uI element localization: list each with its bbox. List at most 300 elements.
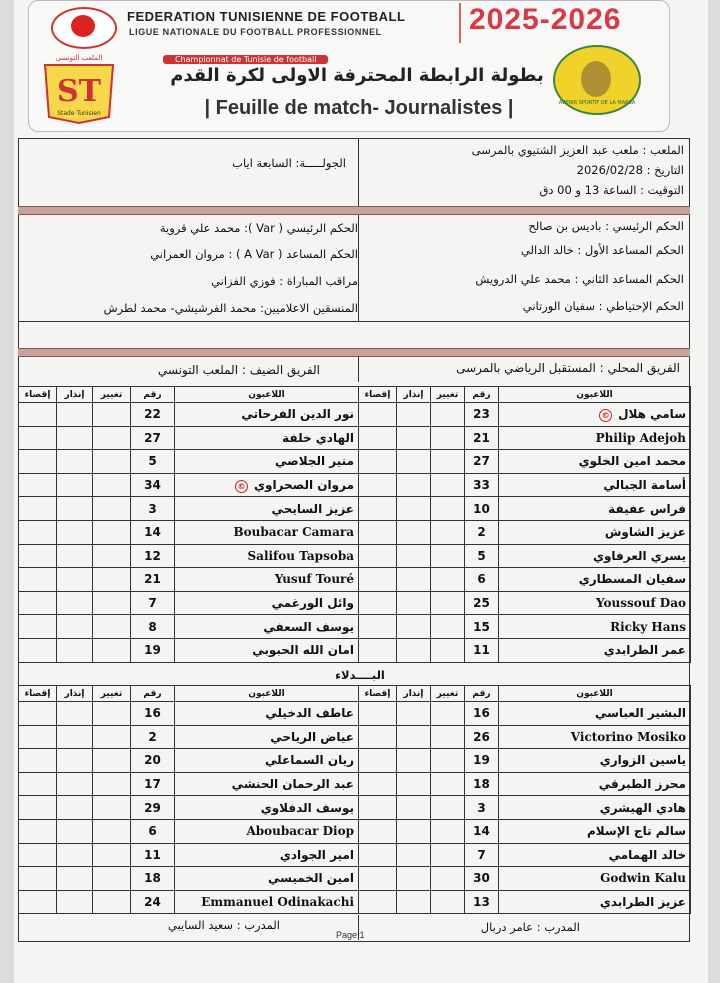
expulsion-cell [19, 497, 57, 521]
player-name [175, 544, 359, 568]
player-row [359, 497, 691, 521]
player-name-text: سفيان المسطاري [578, 572, 686, 587]
warning-cell [57, 867, 93, 891]
col-expulsion: إقصاء [19, 387, 57, 403]
player-number: 33 [465, 473, 499, 497]
expulsion-cell [19, 568, 57, 592]
player-name [175, 403, 359, 427]
change-cell [431, 702, 465, 726]
player-row [359, 426, 691, 450]
expulsion-cell [359, 591, 397, 615]
player-name-text: امين الخميسي [268, 871, 354, 886]
player-number: 24 [131, 890, 175, 914]
player-number: 2 [131, 725, 175, 749]
ftf-logo [51, 7, 117, 49]
col-change: تغيير [431, 686, 465, 702]
expulsion-cell [19, 843, 57, 867]
expulsion-cell [359, 725, 397, 749]
col-change: تغيير [93, 387, 131, 403]
col-players: اللاعبون [175, 686, 359, 702]
player-name-text: يسري العرفاوي [592, 548, 686, 563]
referee: الحكم الرئيسي : باديس بن صالح [528, 219, 684, 233]
player-row [19, 473, 359, 497]
player-number: 34 [131, 473, 175, 497]
player-name [499, 843, 691, 867]
player-name-text: Yusuf Touré [274, 572, 354, 587]
player-row [359, 725, 691, 749]
player-number: 16 [131, 702, 175, 726]
player-number: 11 [131, 843, 175, 867]
player-name [499, 819, 691, 843]
warning-cell [397, 568, 431, 592]
player-name-text: Youssouf Dao [595, 596, 686, 611]
player-number: 21 [131, 568, 175, 592]
expulsion-cell [19, 749, 57, 773]
player-row [19, 725, 359, 749]
expulsion-cell [359, 867, 397, 891]
expulsion-cell [19, 796, 57, 820]
expulsion-cell [359, 615, 397, 639]
warning-cell [57, 497, 93, 521]
warning-cell [397, 426, 431, 450]
player-name-text: وائل الورغمي [271, 596, 354, 611]
player-name-text: عزيز الشاوش [604, 525, 686, 540]
federation-name: FEDERATION TUNISIENNE DE FOOTBALL [127, 9, 406, 24]
player-name-text: ياسين الزواري [599, 753, 686, 768]
player-name [499, 591, 691, 615]
player-number: 20 [131, 749, 175, 773]
avar-referee: الحكم المساعد ( A Var ) : مروان العمراني [150, 247, 358, 261]
expulsion-cell [359, 497, 397, 521]
warning-cell [57, 591, 93, 615]
player-row [19, 426, 359, 450]
player-name [499, 702, 691, 726]
player-name-text: خالد الهمامي [608, 847, 686, 862]
player-name [499, 725, 691, 749]
player-number: 30 [465, 867, 499, 891]
info-divider [358, 139, 359, 206]
player-name [499, 867, 691, 891]
player-number: 29 [131, 796, 175, 820]
warning-cell [57, 568, 93, 592]
player-row [19, 702, 359, 726]
player-number: 5 [465, 544, 499, 568]
player-name-text: الهادي خلفة [282, 430, 354, 445]
warning-cell [397, 890, 431, 914]
player-name-text: عزيز الطرابدي [599, 895, 686, 910]
away-team-title: الفريق الضيف : الملعب التونسي [157, 363, 320, 377]
expulsion-cell [359, 426, 397, 450]
change-cell [431, 638, 465, 662]
warning-cell [57, 819, 93, 843]
player-row [359, 796, 691, 820]
expulsion-cell [359, 568, 397, 592]
assistant-referee-1: الحكم المساعد الأول : خالد الدالي [520, 243, 684, 257]
player-name-text: أسامة الجبالي [603, 478, 686, 493]
player-name [175, 819, 359, 843]
svg-text:ST: ST [57, 74, 101, 109]
player-name [499, 749, 691, 773]
player-name-text: عمر الطرابدي [603, 643, 686, 658]
expulsion-cell [19, 544, 57, 568]
player-number: 18 [465, 772, 499, 796]
warning-cell [397, 796, 431, 820]
warning-cell [57, 843, 93, 867]
expulsion-cell [19, 615, 57, 639]
change-cell [431, 450, 465, 474]
warning-cell [397, 520, 431, 544]
player-name-text: عبد الرحمان الحنشي [231, 777, 354, 792]
player-number: 3 [131, 497, 175, 521]
expulsion-cell [359, 772, 397, 796]
warning-cell [57, 702, 93, 726]
separator [18, 206, 690, 215]
player-name-text: سالم تاج الإسلام [587, 824, 686, 839]
round: الجولـــــة: السابعة اياب [232, 156, 346, 170]
player-name [175, 725, 359, 749]
league-name: LIGUE NATIONALE DU FOOTBALL PROFESSIONNEL [129, 27, 382, 37]
player-row [359, 473, 691, 497]
expulsion-cell [19, 702, 57, 726]
player-number: 7 [465, 843, 499, 867]
officials-divider [358, 215, 359, 321]
col-warning: إنذار [397, 686, 431, 702]
player-row [359, 403, 691, 427]
player-row [19, 615, 359, 639]
change-cell [431, 403, 465, 427]
col-number: رقم [465, 387, 499, 403]
warning-cell [397, 615, 431, 639]
warning-cell [57, 544, 93, 568]
change-cell [93, 403, 131, 427]
expulsion-cell [19, 520, 57, 544]
captain-icon: © [599, 409, 612, 422]
page-number: Page 1 [336, 930, 365, 940]
player-name-text: Ricky Hans [610, 619, 686, 634]
player-number: 14 [465, 819, 499, 843]
change-cell [431, 568, 465, 592]
player-row [359, 615, 691, 639]
season-divider [459, 3, 461, 43]
warning-cell [57, 890, 93, 914]
change-cell [93, 520, 131, 544]
home-subs-table [358, 685, 691, 914]
reserve-referee: الحكم الإحتياطي : سفيان الورتاني [522, 299, 684, 313]
player-row [359, 568, 691, 592]
warning-cell [397, 867, 431, 891]
player-row [19, 843, 359, 867]
expulsion-cell [359, 638, 397, 662]
expulsion-cell [359, 819, 397, 843]
player-name-text: محمد امين الخلوي [578, 454, 686, 469]
player-number: 7 [131, 591, 175, 615]
change-cell [93, 638, 131, 662]
match-observer: مراقب المباراة : فوزي الفزاني [211, 274, 358, 288]
player-name [175, 450, 359, 474]
player-name-text: منير الجلاصي [275, 454, 354, 469]
player-number: 10 [465, 497, 499, 521]
media-coordinators: المنسقين الاعلاميين: محمد الفرشيشي- محمد لطرش [103, 301, 358, 315]
player-name-text: يوسف الدفلاوي [260, 800, 354, 815]
col-players: اللاعبون [499, 387, 691, 403]
warning-cell [57, 638, 93, 662]
player-name [175, 867, 359, 891]
player-name [175, 520, 359, 544]
player-name [175, 702, 359, 726]
expulsion-cell [359, 450, 397, 474]
warning-cell [397, 772, 431, 796]
player-name [499, 520, 691, 544]
player-row [19, 796, 359, 820]
player-name-text: Salifou Tapsoba [247, 548, 354, 563]
warning-cell [57, 403, 93, 427]
player-row [19, 867, 359, 891]
player-number: 27 [465, 450, 499, 474]
col-warning: إنذار [397, 387, 431, 403]
player-number: 18 [131, 867, 175, 891]
player-number: 27 [131, 426, 175, 450]
player-name [175, 890, 359, 914]
player-name-text: مروان الصحراوي [253, 477, 354, 492]
warning-cell [57, 615, 93, 639]
stade-tunisien-logo-arabic: الملعب التونسي [55, 54, 103, 62]
change-cell [93, 890, 131, 914]
change-cell [431, 520, 465, 544]
home-coach: المدرب : عامر دربال [480, 920, 580, 934]
expulsion-cell [359, 796, 397, 820]
player-number: 12 [131, 544, 175, 568]
expulsion-cell [19, 591, 57, 615]
championship-subtitle: Championnat de Tunisie de football [163, 55, 328, 64]
player-name-text: عياض الرياحي [270, 729, 354, 744]
player-row [359, 843, 691, 867]
player-number: 22 [131, 403, 175, 427]
player-row [359, 638, 691, 662]
player-name [499, 473, 691, 497]
player-row [19, 819, 359, 843]
change-cell [431, 772, 465, 796]
col-players: اللاعبون [175, 387, 359, 403]
change-cell [431, 725, 465, 749]
away-subs-table [18, 685, 359, 914]
change-cell [93, 591, 131, 615]
warning-cell [397, 843, 431, 867]
player-name [499, 403, 691, 427]
player-name-text: Boubacar Camara [233, 525, 354, 540]
expulsion-cell [19, 890, 57, 914]
match-date: التاريخ : 2026/02/28 [576, 163, 684, 177]
expulsion-cell [19, 450, 57, 474]
sheet-header [28, 0, 670, 132]
player-number: 15 [465, 615, 499, 639]
warning-cell [57, 520, 93, 544]
change-cell [431, 497, 465, 521]
change-cell [431, 591, 465, 615]
col-players: اللاعبون [499, 686, 691, 702]
player-row [359, 544, 691, 568]
match-time: التوقيت : الساعة 13 و 00 دق [539, 183, 684, 197]
player-row [359, 819, 691, 843]
warning-cell [57, 450, 93, 474]
player-number: 21 [465, 426, 499, 450]
warning-cell [397, 725, 431, 749]
player-name [175, 772, 359, 796]
player-name-text: عزيز السايحي [271, 501, 354, 516]
warning-cell [397, 544, 431, 568]
player-name-text: ريان السماعلي [265, 753, 354, 768]
col-expulsion: إقصاء [19, 686, 57, 702]
warning-cell [57, 749, 93, 773]
warning-cell [57, 426, 93, 450]
var-referee: الحكم الرئيسي ( Var ): محمد علي قروية [159, 221, 358, 235]
expulsion-cell [19, 772, 57, 796]
away-starters-table [18, 386, 359, 663]
player-name [175, 796, 359, 820]
player-name [499, 890, 691, 914]
change-cell [93, 702, 131, 726]
substitutes-label: البــــدلاء [335, 668, 385, 682]
player-name [499, 796, 691, 820]
player-name-text: امان الله الحبوبي [252, 643, 354, 658]
player-name-text: هادي الهيشري [599, 800, 686, 815]
player-name [175, 568, 359, 592]
warning-cell [397, 403, 431, 427]
player-name-text: Godwin Kalu [600, 871, 686, 886]
expulsion-cell [359, 544, 397, 568]
player-name-text: يوسف السعفي [263, 619, 354, 634]
warning-cell [57, 725, 93, 749]
change-cell [93, 450, 131, 474]
player-name [499, 497, 691, 521]
avenir-marsa-logo [553, 45, 641, 115]
player-row [359, 520, 691, 544]
warning-cell [57, 473, 93, 497]
expulsion-cell [359, 520, 397, 544]
col-warning: إنذار [57, 387, 93, 403]
separator [18, 348, 690, 357]
col-change: تغيير [431, 387, 465, 403]
player-name [175, 591, 359, 615]
player-row [19, 749, 359, 773]
player-name [499, 426, 691, 450]
warning-cell [57, 796, 93, 820]
expulsion-cell [19, 426, 57, 450]
col-number: رقم [465, 686, 499, 702]
player-row [19, 772, 359, 796]
home-team-title: الفريق المحلي : المستقبل الرياضي بالمرسى [456, 361, 680, 375]
warning-cell [397, 702, 431, 726]
col-number: رقم [131, 387, 175, 403]
sheet-title: | Feuille de match- Journalistes | [204, 97, 514, 119]
team-divider [358, 356, 359, 382]
col-change: تغيير [93, 686, 131, 702]
captain-icon: © [235, 480, 248, 493]
warning-cell [397, 591, 431, 615]
player-row [19, 890, 359, 914]
player-number: 6 [131, 819, 175, 843]
player-number: 6 [465, 568, 499, 592]
expulsion-cell [359, 890, 397, 914]
player-row [19, 450, 359, 474]
expulsion-cell [19, 867, 57, 891]
season: 2025-2026 [469, 3, 622, 36]
change-cell [93, 843, 131, 867]
change-cell [93, 497, 131, 521]
warning-cell [397, 749, 431, 773]
change-cell [93, 772, 131, 796]
player-number: 19 [131, 638, 175, 662]
player-row [359, 772, 691, 796]
warning-cell [397, 473, 431, 497]
player-name [499, 772, 691, 796]
player-row [359, 702, 691, 726]
player-name [175, 473, 359, 497]
player-number: 5 [131, 450, 175, 474]
change-cell [93, 473, 131, 497]
change-cell [93, 615, 131, 639]
expulsion-cell [359, 749, 397, 773]
stadium: الملعب : ملعب عبد العزيز الشتيوي بالمرسى [471, 143, 684, 157]
col-warning: إنذار [57, 686, 93, 702]
change-cell [431, 796, 465, 820]
player-number: 19 [465, 749, 499, 773]
change-cell [93, 544, 131, 568]
player-name-text: عاطف الدخيلي [265, 706, 354, 721]
warning-cell [397, 497, 431, 521]
player-number: 11 [465, 638, 499, 662]
expulsion-cell [19, 638, 57, 662]
player-name-text: Philip Adejoh [595, 430, 686, 445]
change-cell [93, 819, 131, 843]
player-name [499, 615, 691, 639]
warning-cell [397, 638, 431, 662]
player-name [499, 544, 691, 568]
expulsion-cell [359, 473, 397, 497]
change-cell [431, 426, 465, 450]
player-number: 2 [465, 520, 499, 544]
player-name-text: البشير العباسي [594, 706, 686, 721]
player-name-text: نور الدين الفرحاتي [241, 407, 354, 422]
player-row [19, 591, 359, 615]
change-cell [431, 749, 465, 773]
player-name [499, 568, 691, 592]
change-cell [431, 843, 465, 867]
championship-title: بطولة الرابطة المحترفة الاولى لكرة القدم [170, 65, 544, 86]
player-name-text: فراس عفيفة [608, 501, 686, 516]
change-cell [93, 725, 131, 749]
change-cell [431, 615, 465, 639]
player-number: 16 [465, 702, 499, 726]
player-row [19, 544, 359, 568]
player-number: 26 [465, 725, 499, 749]
player-name-text: Victorino Mosiko [570, 729, 686, 744]
warning-cell [397, 450, 431, 474]
change-cell [93, 867, 131, 891]
player-number: 25 [465, 591, 499, 615]
col-number: رقم [131, 686, 175, 702]
home-starters-table [358, 386, 691, 663]
assistant-referee-2: الحكم المساعد الثاني : محمد علي الدرويش [475, 272, 684, 286]
player-row [359, 450, 691, 474]
player-row [359, 749, 691, 773]
warning-cell [57, 772, 93, 796]
expulsion-cell [19, 725, 57, 749]
player-row [19, 520, 359, 544]
stade-tunisien-logo [35, 51, 123, 125]
player-name-text: سامي هلال [618, 406, 686, 421]
col-expulsion: إقصاء [359, 686, 397, 702]
player-name [175, 426, 359, 450]
